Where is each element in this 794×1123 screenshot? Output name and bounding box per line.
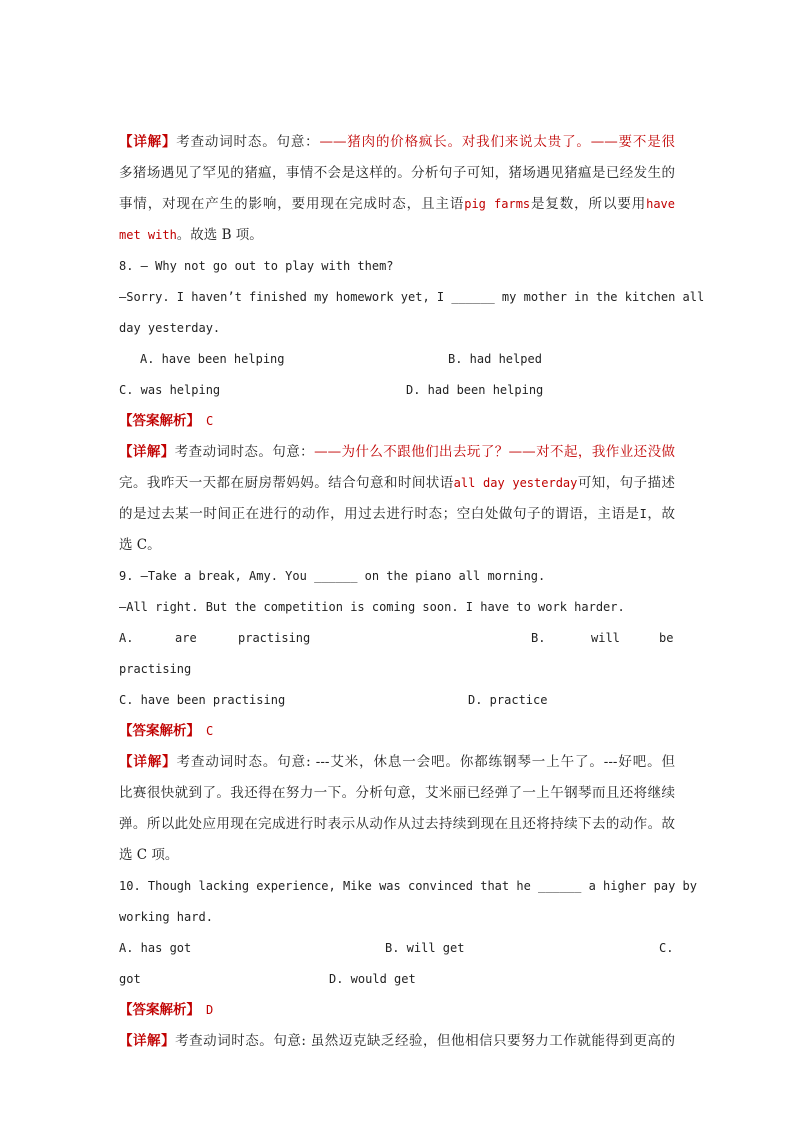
option-d: D. had been helping — [406, 383, 544, 397]
detail-tag: 【详解】 — [119, 1033, 176, 1049]
option-b: B. will get — [385, 941, 465, 955]
question-8-dialogue: —Sorry. I haven’t finished my homework yet, I ______ my mother in the kitchen all — [119, 290, 705, 304]
option-a: A. has got — [119, 941, 192, 955]
option-a-word: practising — [238, 631, 311, 645]
question-9-options-row — [119, 623, 675, 654]
option-a-word: are — [175, 631, 197, 645]
question-8-stem: 8. — Why not go out to play with them? — [119, 259, 394, 273]
option-b-word: be — [659, 631, 674, 645]
explanation-line: met with。故选 B 项。 — [119, 227, 263, 243]
answer-tag: 【答案解析】 — [119, 1002, 200, 1018]
option-d: D. would get — [329, 972, 416, 986]
question-8-dialogue: day yesterday. — [119, 321, 221, 335]
option-b-label: B. — [531, 631, 546, 645]
explanation-line: 事情，对现在产生的影响，要用现在完成时态，且主语pig farms是复数，所以要用have — [119, 196, 676, 212]
explanation-line: 弹。所以此处应用现在完成进行时表示从动作从过去持续到现在且还将持续下去的动作。故 — [119, 816, 675, 832]
answer-value: D — [206, 1003, 214, 1017]
option-c: C. was helping — [119, 383, 221, 397]
question-8-options-row — [119, 344, 675, 375]
option-b-word: will — [591, 631, 620, 645]
answer-value: C — [206, 724, 214, 738]
answer-line — [119, 995, 675, 1026]
answer-line — [119, 406, 675, 437]
explanation-line: 完。我昨天一天都在厨房帮妈妈。结合句意和时间状语all day yesterday可知，句子描述 — [119, 475, 676, 491]
option-c: C. have been practising — [119, 693, 286, 707]
question-9-options-row — [119, 685, 675, 716]
option-c-label: C. — [659, 941, 674, 955]
question-9-stem: 9. —Take a break, Amy. You ______ on the piano all morning. — [119, 569, 546, 583]
question-10-options-row — [119, 964, 675, 995]
answer-tag: 【答案解析】 — [119, 723, 200, 739]
answer-value: C — [206, 414, 214, 428]
explanation-line: 选 C。 — [119, 537, 161, 553]
explanation-line: 【详解】考查动词时态。句意: ---艾米，休息一会吧。你都练钢琴一上午了。---好吧。但 — [119, 754, 675, 770]
question-10-options-row — [119, 933, 675, 964]
explanation-line: 选 C 项。 — [119, 847, 179, 863]
option-a: A. have been helping — [140, 352, 285, 366]
question-10-stem: 10. Though lacking experience, Mike was convinced that he ______ a higher pay by — [119, 879, 697, 893]
question-9-dialogue: —All right. But the competition is coming soon. I have to work harder. — [119, 600, 625, 614]
option-b-continuation: practising — [119, 662, 192, 676]
answer-line — [119, 716, 675, 747]
explanation-line: 的是过去某一时间正在进行的动作，用过去进行时态；空白处做句子的谓语，主语是I，故 — [119, 506, 676, 522]
detail-tag: 【详解】 — [119, 444, 175, 460]
option-a-label: A. — [119, 631, 134, 645]
explanation-line: 【详解】考查动词时态。句意: 虽然迈克缺乏经验，但他相信只要努力工作就能得到更高的 — [119, 1033, 676, 1049]
explanation-line: 比赛很快就到了。我还得在努力一下。分析句意，艾米丽已经弹了一上午钢琴而且还将继续 — [119, 785, 675, 801]
answer-tag: 【答案解析】 — [119, 413, 200, 429]
detail-tag: 【详解】 — [119, 754, 177, 770]
option-d: D. practice — [468, 693, 548, 707]
option-b: B. had helped — [448, 352, 542, 366]
explanation-line: 【详解】考查动词时态。句意：——猪肉的价格疯长。对我们来说太贵了。——要不是很 — [119, 134, 676, 150]
explanation-line: 多猪场遇见了罕见的猪瘟，事情不会是这样的。分析句子可知，猪场遇见猪瘟是已经发生的 — [119, 165, 675, 181]
question-8-options-row — [119, 375, 675, 406]
question-10-stem: working hard. — [119, 910, 213, 924]
option-c-word: got — [119, 972, 141, 986]
explanation-line: 【详解】考查动词时态。句意：——为什么不跟他们出去玩了？——对不起，我作业还没做 — [119, 444, 676, 460]
detail-tag: 【详解】 — [119, 134, 177, 150]
